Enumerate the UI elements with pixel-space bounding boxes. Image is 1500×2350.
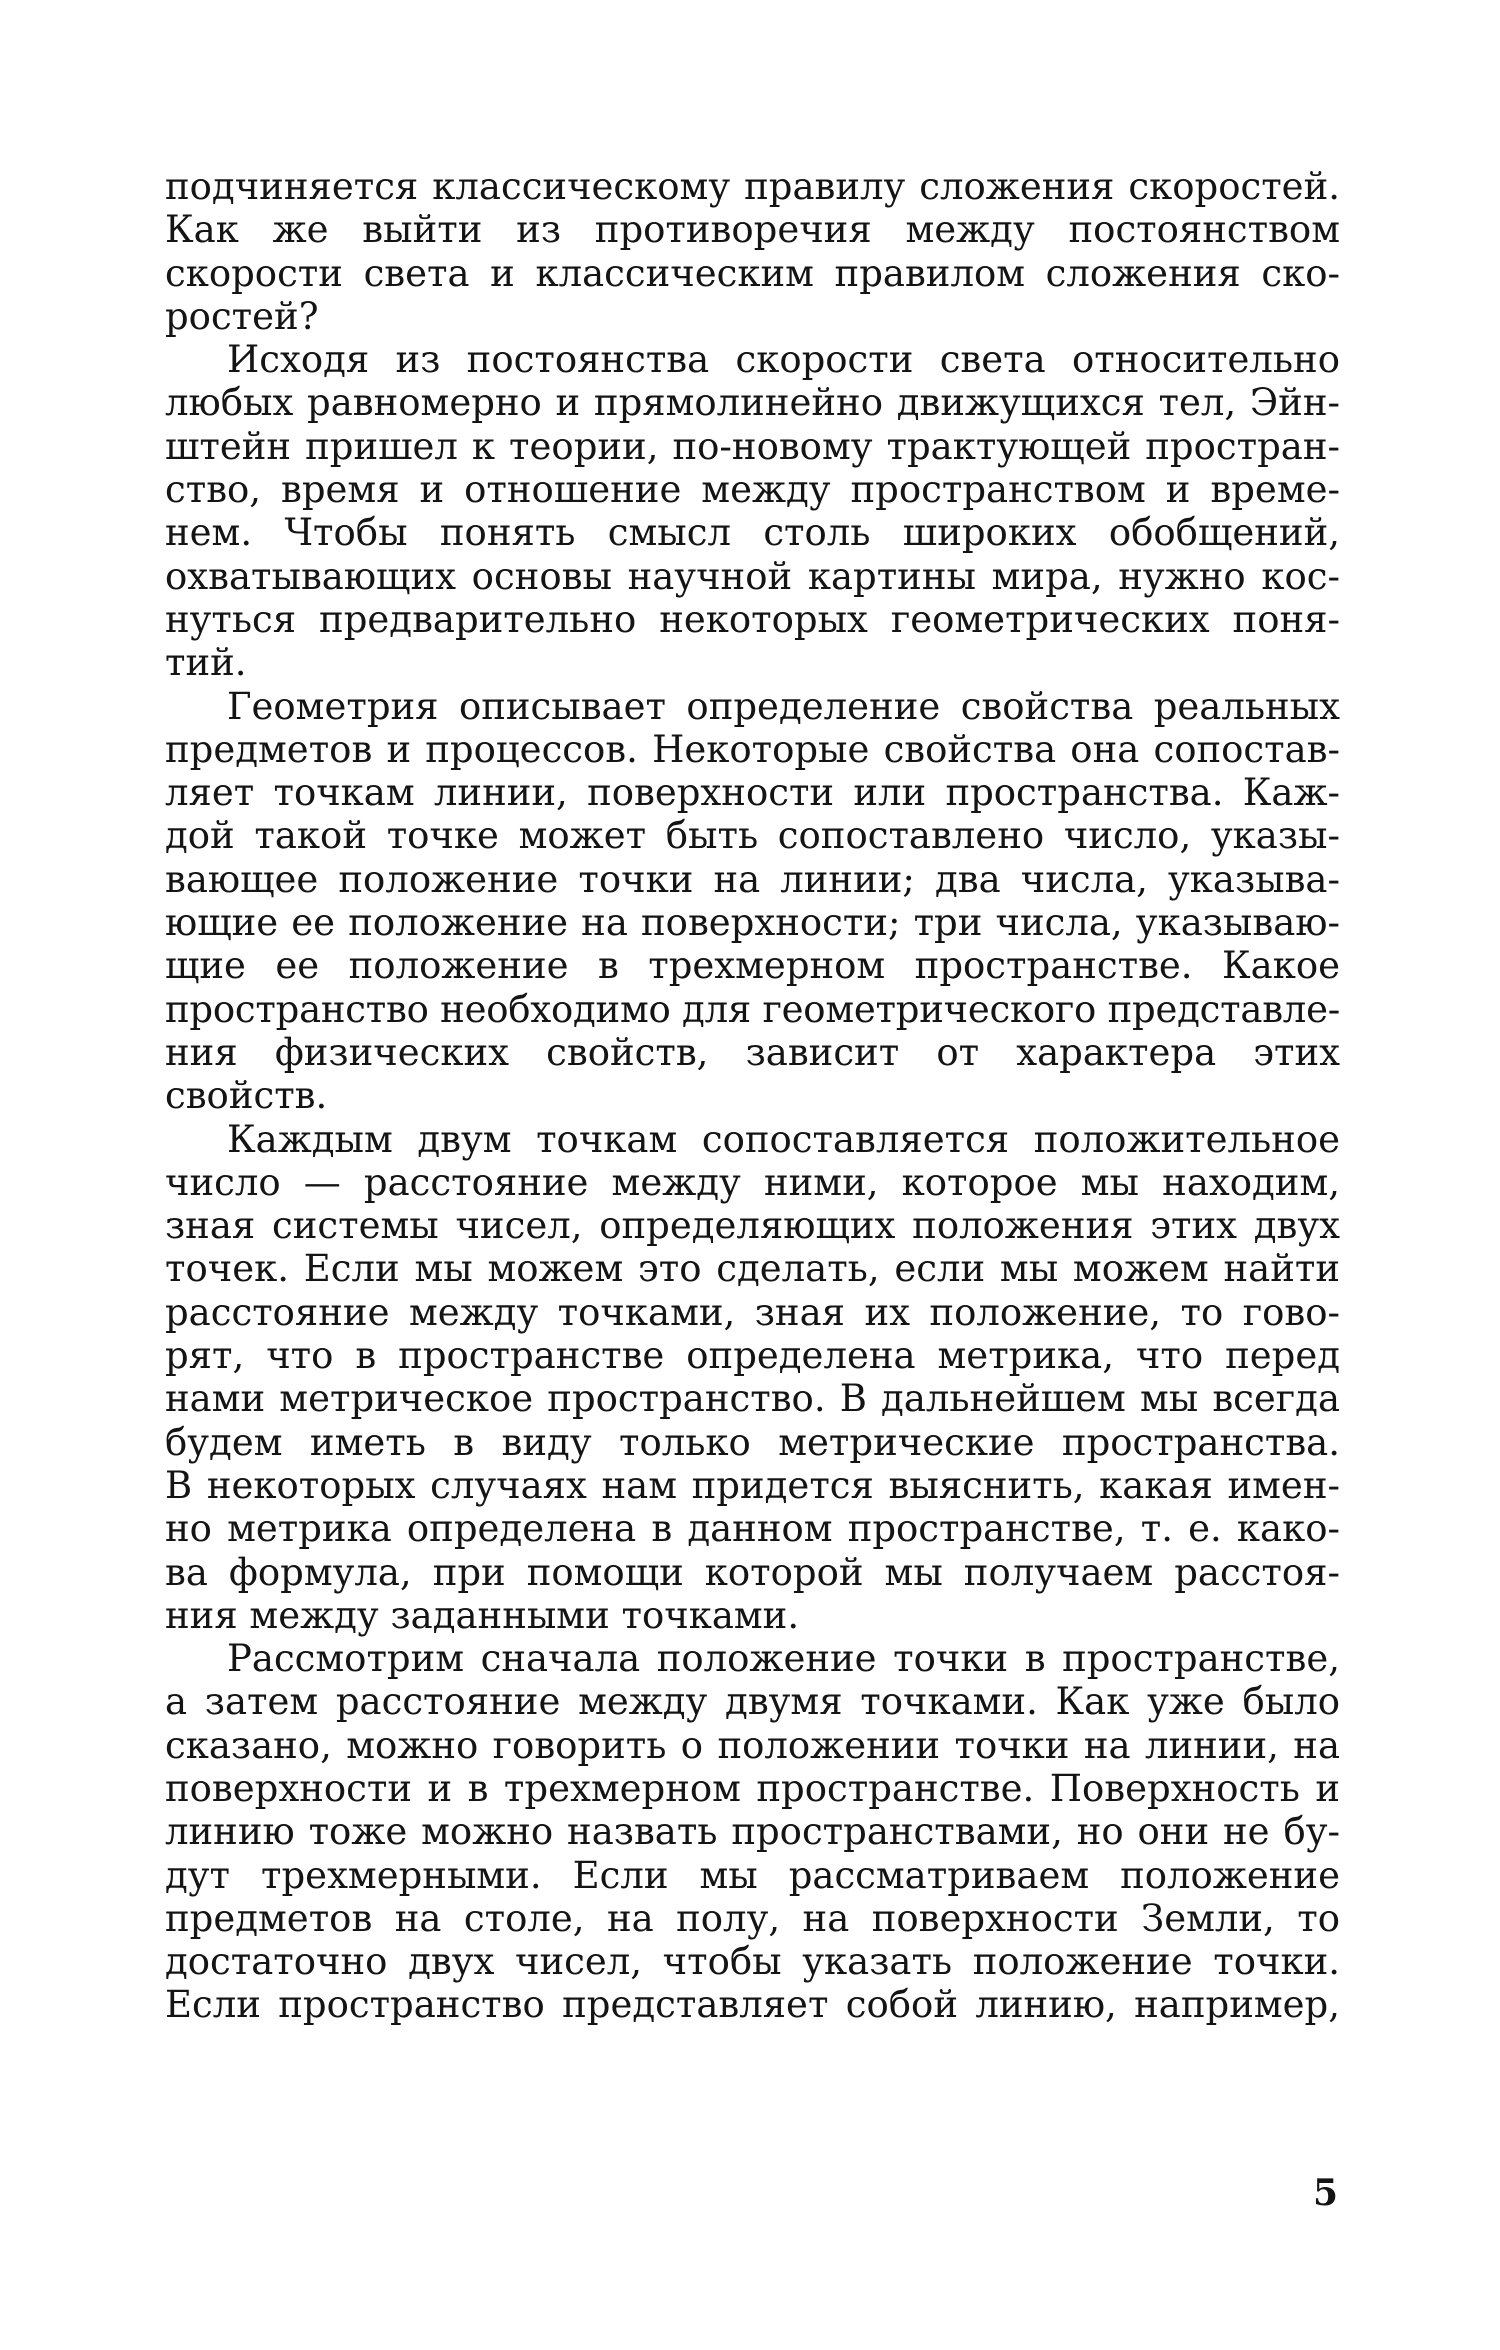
text-line: поверхности и в трехмерном пространстве. Поверхность и	[165, 1766, 1340, 1810]
body-text	[165, 165, 1340, 2027]
text-line: подчиняется классическому правилу сложения скоростей.	[165, 165, 1340, 208]
paragraph-1	[165, 165, 1340, 338]
text-line: ния между заданными точками.	[165, 1593, 800, 1637]
text-line: вающее положение точки на линии; два числа, указыва-	[165, 857, 1340, 901]
text-line: предметов и процессов. Некоторые свойства она сопостав-	[165, 727, 1340, 771]
text-line: рят, что в пространстве определена метрика, что перед	[165, 1334, 1340, 1378]
paragraph-4	[165, 1118, 1340, 1638]
text-line: Исходя из постоянства скорости света относительно	[227, 338, 1340, 382]
text-line: зная системы чисел, определяющих положения этих двух	[165, 1204, 1340, 1248]
text-line: Рассмотрим сначала положение точки в пространстве,	[227, 1637, 1340, 1681]
text-line: ляет точкам линии, поверхности или пространства. Каж-	[165, 771, 1340, 815]
text-line: штейн пришел к теории, по-новому трактующей простран-	[165, 424, 1340, 468]
text-line: будем иметь в виду только метрические пространства.	[165, 1420, 1340, 1464]
text-line: любых равномерно и прямолинейно движущихся тел, Эйн-	[165, 381, 1340, 425]
text-line: свойств.	[165, 1074, 328, 1118]
text-line: щие ее положение в трехмерном пространстве. Какое	[165, 944, 1340, 988]
paragraph-5	[165, 1637, 1340, 2027]
text-line: расстояние между точками, зная их положение, то гово-	[165, 1290, 1340, 1334]
text-line: Геометрия описывает определение свойства реальных	[227, 684, 1340, 728]
text-line: сказано, можно говорить о положении точки на линии, на	[165, 1723, 1340, 1767]
text-line: ство, время и отношение между пространством и време-	[165, 468, 1340, 512]
text-line: нем. Чтобы понять смысл столь широких обобщений,	[165, 511, 1340, 555]
text-line: ва формула, при помощи которой мы получаем расстоя-	[165, 1550, 1340, 1594]
text-line: ния физических свойств, зависит от характера этих	[165, 1030, 1340, 1074]
text-line: скорости света и классическим правилом сложения ско-	[165, 251, 1340, 295]
text-line: а затем расстояние между двумя точками. Как уже было	[165, 1680, 1340, 1724]
page-number: 5	[1312, 2172, 1338, 2214]
text-line: точек. Если мы можем это сделать, если мы можем найти	[165, 1247, 1340, 1291]
text-line: Как же выйти из противоречия между постоянством	[165, 208, 1340, 252]
text-line: В некоторых случаях нам придется выяснить, какая имен-	[165, 1463, 1340, 1507]
text-line: пространство необходимо для геометрического представле-	[165, 987, 1340, 1031]
text-line: число — расстояние между ними, которое мы находим,	[165, 1160, 1340, 1204]
text-line: нами метрическое пространство. В дальнейшем мы всегда	[165, 1377, 1340, 1421]
text-line: но метрика определена в данном пространстве, т. е. како-	[165, 1507, 1340, 1551]
text-line: тий.	[165, 641, 247, 685]
text-line: Каждым двум точкам сопоставляется положительное	[227, 1117, 1340, 1161]
text-line: дут трехмерными. Если мы рассматриваем положение	[165, 1853, 1340, 1897]
text-line: ющие ее положение на поверхности; три числа, указываю-	[165, 901, 1340, 945]
text-line: нуться предварительно некоторых геометрических поня-	[165, 597, 1340, 641]
text-line: дой такой точке может быть сопоставлено число, указы-	[165, 814, 1340, 858]
paragraph-3	[165, 685, 1340, 1118]
text-line: охватывающих основы научной картины мира, нужно кос-	[165, 554, 1340, 598]
text-line: достаточно двух чисел, чтобы указать положение точки.	[165, 1940, 1340, 1984]
paragraph-2	[165, 338, 1340, 684]
text-line: Если пространство представляет собой линию, например,	[165, 1983, 1340, 2027]
text-line: линию тоже можно назвать пространствами, но они не бу-	[165, 1810, 1340, 1854]
text-line: ростей?	[165, 294, 319, 338]
text-line: предметов на столе, на полу, на поверхности Земли, то	[165, 1896, 1340, 1940]
